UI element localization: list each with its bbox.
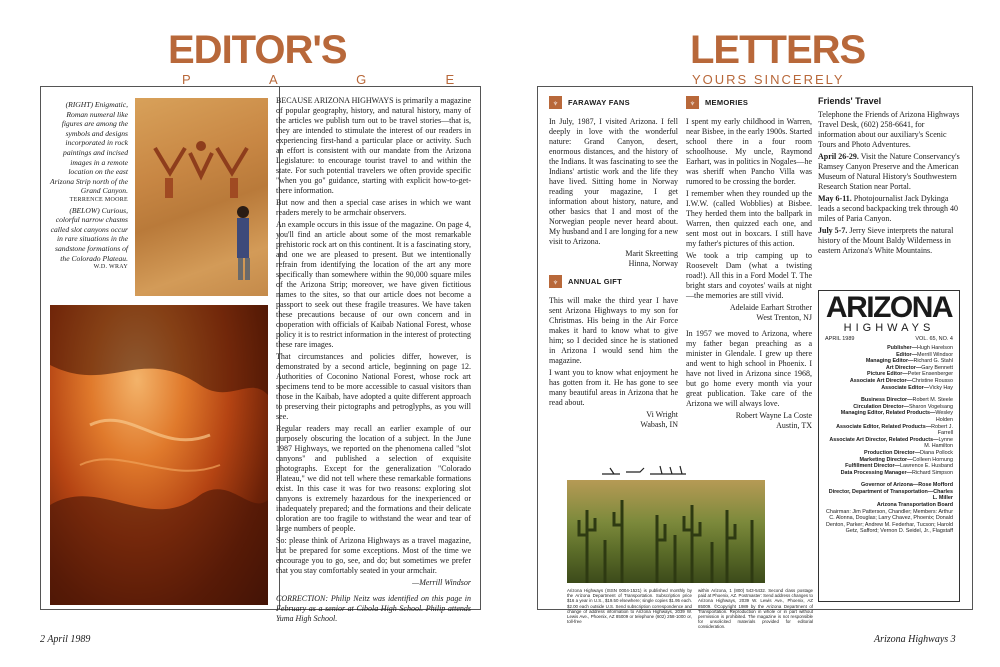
editors-para-5: Regular readers may recall an earlier example of our purposely obscuring the location of a subject. In the June 1987 Highways, we reported on the phenomena called "slot canyons" and published a selection of exquisite photographs. Except for the generalization "Colorado Plateau," we did not tell where these remarkable formations exist. In this case it was for two reasons: exploring slot canyons is extremely hazardous for the inexperienced or inadequately prepared; and the formations and their delicate coloration are too fragile to withstand the wear and tear of large numbers of people. [276,424,471,533]
caption-top: (RIGHT) Enigmatic, Roman numeral like figures are among the symbols and designs incorporated in rock paintings and incised images in a remote location on the east Arizona Strip north of the Grand Canyon. [49,100,128,196]
friends-body: Telephone the Friends of Arizona Highways Travel Desk, (602) 258-6641, for information about our auxiliary's Scenic Tours and Photo Adventures. April 26-29. Visit the Nature Conservancy's Ramsey Canyon Preserve and the American Museum of Natural History's Southwestern Research Station near Portal. May 6-11. Photojournalist Jack Dykinga leads a second backpacking trek through 40 miles of Paria Canyon. July 5-7. Jerry Sieve interprets the natural history of the Mount Baldy Wilderness in eastern Arizona's White Mountains. [818,110,960,255]
correction-note: CORRECTION: Philip Neitz was identified on this page in February as a senior at Cibola High School. Philip attends Yuma High School. [276,594,471,623]
caption-bottom: (BELOW) Curious, colorful narrow chasms called slot canyons occur in rare situations in the sandstone formations of the Colorado Plateau. [50,205,128,263]
caption-credit-1: TERRENCE MOORE [69,196,128,203]
cactus-icon: ♆ [549,275,562,288]
left-folio: 2 April 1989 [40,634,91,645]
cactus-icon: ♆ [686,96,699,109]
masthead-row: Managing Editor, Related Products—Wesley Holden [840,410,953,423]
letter-gift-sig: Vi Wright Wabash, IN [640,410,678,429]
letters-col-2 [686,96,812,437]
rock-art-photo [135,98,268,296]
masthead-row: Business Director—Robert M. Steele [861,397,953,404]
editors-title: EDITOR'S [168,28,347,72]
letter-norway: In July, 1987, I visited Arizona. I fell deeply in love with the wonderful nature: Grand Canyon, desert, enormous distances, and the history of the Indians. It was fascinating to see the Indians' artistic work and the life they have lived. Sitting home in Norway reading your magazine, I get information about history, nature, and other basics that I and most of the Norwegian people never heard about. My husband and I are longing for a new visit to Arizona. [549,117,678,246]
business-list [825,397,953,476]
masthead-row: Editor—Merrill Windsor [896,351,953,358]
memories-para-2: I remember when they rounded up the I.W.W. (called Wobblies) at Bisbee. They herded them into the ballpark in Warren, then quizzed each one, and sent most out in boxcars. I still have my father's pictures of this action. [686,189,812,248]
saguaro-forest-photo [567,480,765,583]
memories-sig-2: Robert Wayne La Coste Austin, TX [735,411,812,430]
photo-captions [48,100,128,273]
masthead-row: Publisher—Hugh Harelson [887,345,953,351]
section-annual-gift: ♆ ANNUAL GIFT [549,275,678,288]
sleigh-illustration [600,462,690,478]
highways-logo: HIGHWAYS [843,322,935,334]
section-faraway-fans: ♆ FARAWAY FANS [549,96,678,109]
government-list: Governor of Arizona—Rose Mofford Director, Department of Transportation—Charles L. Miller Arizona Transportation Board Chairman: Jim Patterson, Chandler; Members: Arthur C. Alonna, Douglas; Larry Chavez, Phoenix; Donald Denton, Parker; Andrew M. Federhar, Tucson; Harold Getz, Safford; Vernon D. Seidel, Jr., Flagstaff [825,482,953,535]
editors-subtitle: P A G E [182,72,479,87]
masthead-row: Circulation Director—Sharon Vogelsang [853,403,953,410]
masthead-row: Marketing Director—Colleen Hornung [859,456,953,463]
issue-line: APRIL 1989 VOL. 65, NO. 4 [825,336,953,342]
masthead-row: Fulfillment Director—Lawrence E. Husband [845,463,953,470]
publication-info-2: within Arizona, 1 (800) 543-5432. Second class postage paid at Phoenix, AZ. Postmaster: Send address changes to Arizona Highways, 2039 W. Lewis Ave., Phoenix, AZ 85009. ©Copyright 1989 by the Arizona Department of Transportation. Reproduction in whole or in part without permission is prohibited. The magazine is not responsible for unsolicited materials provided for editorial consideration. [698,588,813,630]
letter-gift-1: This will make the third year I have sent Arizona Highways to my son for Christmas. His being in the Air Force makes it hard to know what to give him; so I decided since he is stationed in Arizona I would send him the magazine. [549,296,678,365]
section-memories: ♆ MEMORIES [686,96,812,109]
caption-credit-2: W.D. WRAY [93,264,128,271]
masthead-row: Associate Art Director—Christine Rousso [849,377,953,384]
letter-norway-sig: Marit Skreetting Hinna, Norway [625,249,678,268]
masthead-row: Picture Editor—Peter Ensenberger [867,371,953,378]
editors-para-1: BECAUSE ARIZONA HIGHWAYS is primarily a magazine of popular geography, history, and natural history, many of the articles we publish turn out to be travel stories—that is, they are intended to stimulate the interest of our readers in experiencing first-hand a particular place or activity. Such an effort is consistent with our mandate from the Arizona Legislature: to encourage tourist travel to and within the state. For such potential travelers we often provide specific "when you go" guidance, starting with explicit how-to-get-there information. [276,96,471,195]
masthead-row: Managing Editor—Richard G. Stahl [865,358,953,365]
masthead-row: Associate Art Director, Related Products—Lynne M. Hamilton [829,436,953,450]
slot-canyon-photo [50,305,268,605]
editors-para-3: An example occurs in this issue of the magazine. On page 4, you'll find an article about some of the most remarkable prehistoric rock art on this continent. It is a fascinating story, and one we are pleased to present. But we intentionally refrain from identifying the location of the art any more specifically than somewhere within the 90,000 square miles of the Arizona Strip; moreover, we have given fictitious names to the sites, so that our article does not become a passport to seek out these fragile treasures. We have taken these precautions because of our own concern and in cooperation with officials of Kaibab National Forest, whose policy it is to restrict information in the interest of protecting these rare images. [276,220,471,349]
masthead [818,290,960,602]
letters-title: LETTERS [690,28,866,72]
editors-para-2: But now and then a special case arises in which we want readers merely to be armchair observers. [276,198,471,217]
arizona-logo: ARIZONA [825,291,953,324]
editors-para-6: So: please think of Arizona Highways as a travel magazine, but be prepared for some exceptions. Most of the time we encourage you to go, see, and do; but sometimes we prefer that you stay comfortably seated in your armchair. [276,536,471,575]
masthead-row: Data Processing Manager—Richard Simpson [840,469,953,476]
friends-travel [818,96,960,258]
memories-para-4: In 1957 we moved to Arizona, where my father began preaching as a minister in Glendale. I grew up there and went to high school in Phoenix. I have not lived in Arizona since 1968, but go home every month via your great publication. Take care of the Arizona we will always love. [686,329,812,408]
cactus-icon: ♆ [549,96,562,109]
right-folio: Arizona Highways 3 [874,634,956,645]
staff-list [825,345,953,391]
masthead-row: Associate Editor—Vicky Hay [881,384,953,391]
saguaro-illustration [567,480,765,583]
letters-col-1 [549,96,678,436]
editors-signature: —Merrill Windsor [412,578,471,587]
slot-canyon-illustration [50,305,268,605]
rock-art-illustration [135,98,268,296]
masthead-row: Production Director—Diana Pollock [864,449,953,456]
memories-sig-1: Adelaide Earhart Strother West Trenton, NJ [729,303,812,322]
memories-para-3: We took a trip camping up to Roosevelt Dam (what a twisting road!). All this in a Ford Model T. The bright stars and coyotes' wails at night—the memories are still vivid. [686,251,812,300]
editors-para-4: That circumstances and policies differ, however, is demonstrated by a second article, beginning on page 12. Authorities of Coconino National Forest, whose rock art specimens tend to be more accessible to casual visitors than those in the Kaibab, have adopted a quite different approach to preserving their pictographs and petroglyphs, as you will see. [276,352,471,421]
letters-subtitle: YOURS SINCERELY [692,72,845,87]
editors-body [276,96,471,626]
letter-gift-2: I want you to know what enjoyment he has gotten from it. He has gone to see many beautiful areas in Arizona that he read about. [549,368,678,407]
masthead-row: Art Director—Gary Bennett [885,364,953,371]
masthead-row: Associate Editor, Related Products—Robert J. Farrell [836,423,953,437]
friends-title: Friends' Travel [818,96,882,106]
memories-para-1: I spent my early childhood in Warren, near Bisbee, in the early 1900s. Started school there in a four room schoolhouse. My uncle, Raymond Earhart, was in politics in Nogales—he was sheriff when Pancho Villa was rumored to be crossing the border. [686,117,812,186]
publication-info-1: Arizona Highways (ISSN 0004-1521) is published monthly by the Arizona Department of Transportation. Subscription price $16 a year in U.S., $19.50 elsewhere; single copies $1.95 each. $2.00 each outside U.S. Send subscription correspondence and change of address information to Arizona Highways, 2039 W. Lewis Ave., Phoenix, AZ 85009 or telephone (602) 258-1000 or, toll-free [567,588,692,625]
